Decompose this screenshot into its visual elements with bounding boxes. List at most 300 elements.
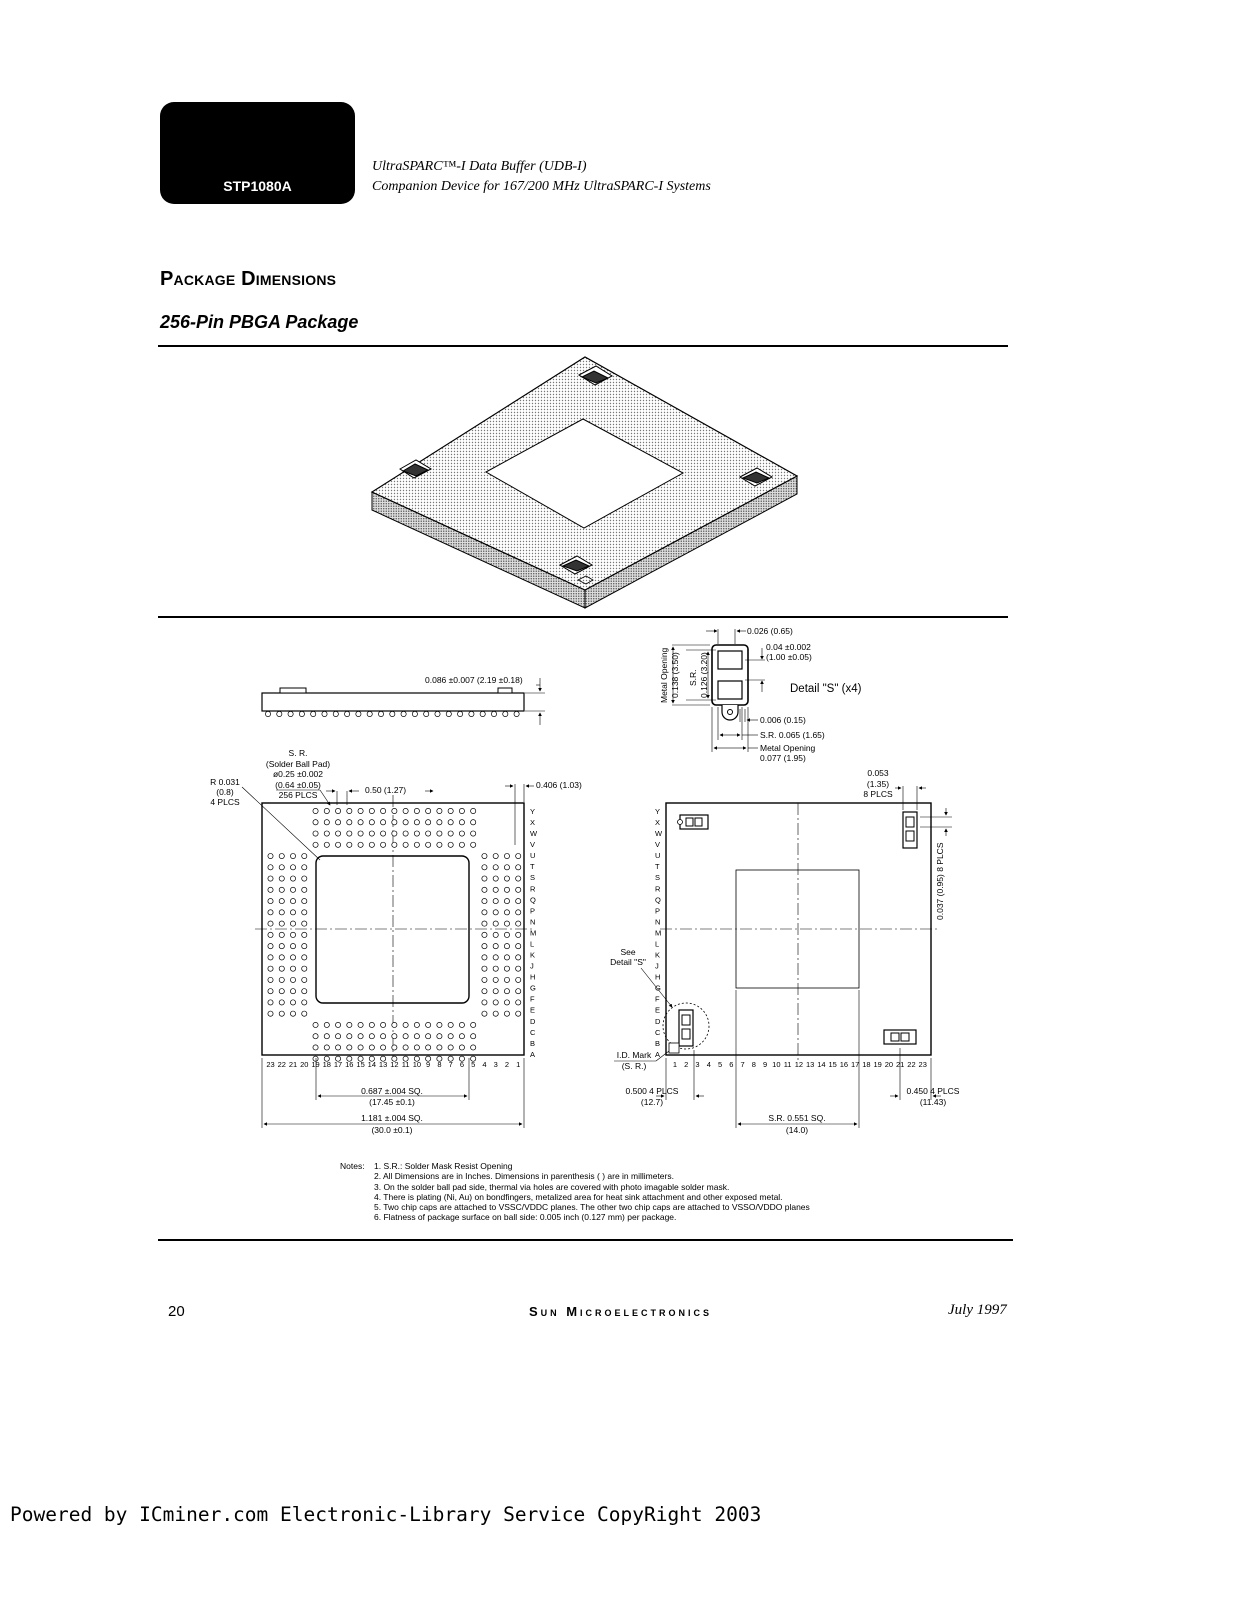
bv-sr-label: S. R.: [288, 748, 308, 758]
top-row-label: R: [655, 884, 661, 894]
solder-ball: [426, 1045, 431, 1050]
bottom-row-label: W: [530, 829, 538, 839]
side-ball: [367, 711, 372, 716]
top-row-label: T: [655, 862, 660, 872]
solder-ball: [482, 898, 487, 903]
solder-ball: [482, 887, 487, 892]
detail-s: [659, 626, 862, 763]
solder-ball: [347, 820, 352, 825]
top-row-label: L: [655, 939, 660, 949]
solder-ball: [302, 887, 307, 892]
bottom-col-label: 13: [378, 1060, 388, 1069]
solder-ball: [504, 1000, 509, 1005]
solder-ball: [335, 842, 340, 847]
solder-ball: [482, 1000, 487, 1005]
solder-ball: [516, 865, 521, 870]
tv-left-dim: 0.500 4 PLCS: [625, 1086, 679, 1096]
solder-ball: [516, 966, 521, 971]
solder-ball: [471, 1034, 476, 1039]
top-col-label: 2: [684, 1060, 689, 1069]
bv-edge: 0.406 (1.03): [536, 780, 582, 790]
solder-ball: [381, 808, 386, 813]
solder-ball: [516, 1011, 521, 1016]
solder-ball: [313, 820, 318, 825]
top-row-label: U: [655, 851, 661, 861]
bv-inner-sq: 0.687 ±.004 SQ.: [361, 1086, 423, 1096]
bottom-row-label: R: [530, 884, 536, 894]
solder-ball: [290, 932, 295, 937]
solder-ball: [302, 853, 307, 858]
side-ball: [491, 711, 496, 716]
solder-ball: [290, 955, 295, 960]
solder-ball: [369, 808, 374, 813]
solder-ball: [290, 1000, 295, 1005]
top-col-label: 1: [672, 1060, 678, 1069]
solder-ball: [381, 820, 386, 825]
top-row-label: E: [655, 1005, 661, 1015]
side-ball: [458, 711, 463, 716]
solder-ball: [358, 1034, 363, 1039]
solder-ball: [335, 1045, 340, 1050]
solder-ball: [279, 932, 284, 937]
solder-ball: [437, 1034, 442, 1039]
solder-ball: [504, 910, 509, 915]
solder-ball: [459, 1045, 464, 1050]
bv-pitch: 0.50 (1.27): [365, 785, 407, 795]
top-col-label: 12: [794, 1060, 804, 1069]
tv-sr-sq-mm: (14.0): [785, 1125, 809, 1135]
solder-ball: [403, 831, 408, 836]
solder-ball: [279, 887, 284, 892]
solder-ball: [448, 1022, 453, 1027]
tv-cap-count: 8 PLCS: [863, 789, 893, 799]
solder-ball: [482, 1011, 487, 1016]
solder-ball: [268, 887, 273, 892]
detail-title: Detail "S" (x4): [790, 683, 862, 695]
solder-ball: [279, 865, 284, 870]
bottom-col-label: 23: [266, 1060, 275, 1069]
bottom-row-label: X: [530, 818, 536, 828]
bottom-row-label: Q: [530, 895, 536, 905]
top-col-label: 19: [873, 1060, 882, 1069]
side-ball: [265, 711, 270, 716]
chip-cap-bottom-left: [679, 1010, 693, 1046]
top-row-label: M: [655, 928, 662, 938]
top-col-label: 13: [805, 1060, 815, 1069]
solder-ball: [504, 977, 509, 982]
top-row-label: F: [655, 994, 660, 1004]
solder-ball: [516, 1000, 521, 1005]
solder-ball: [268, 876, 273, 881]
solder-ball: [302, 865, 307, 870]
solder-ball: [448, 1045, 453, 1050]
tv-id-mark: I.D. Mark: [616, 1050, 652, 1060]
top-col-label: 21: [896, 1060, 905, 1069]
solder-ball: [358, 1022, 363, 1027]
solder-ball: [459, 1034, 464, 1039]
top-row-label: S: [655, 873, 661, 883]
bottom-row-label: N: [530, 917, 536, 927]
bottom-col-label: 21: [288, 1060, 298, 1069]
solder-ball: [471, 808, 476, 813]
bottom-col-label: 3: [493, 1060, 498, 1069]
solder-ball: [290, 977, 295, 982]
solder-ball: [268, 977, 273, 982]
note-3: 3. On the solder ball pad side, thermal via holes are covered with photo imagable solder mask.: [374, 1181, 730, 1192]
bottom-row-label: E: [530, 1005, 536, 1015]
solder-ball: [279, 1011, 284, 1016]
solder-ball: [279, 898, 284, 903]
solder-ball: [437, 831, 442, 836]
top-row-label: C: [655, 1027, 661, 1037]
solder-ball: [290, 989, 295, 994]
solder-ball: [358, 808, 363, 813]
solder-ball: [290, 887, 295, 892]
solder-ball: [302, 977, 307, 982]
solder-ball: [504, 932, 509, 937]
bv-radius-count: 4 PLCS: [210, 797, 240, 807]
solder-ball: [369, 1022, 374, 1027]
solder-ball: [471, 1045, 476, 1050]
solder-ball: [279, 1000, 284, 1005]
solder-ball: [392, 1045, 397, 1050]
top-col-label: 3: [695, 1060, 700, 1069]
solder-ball: [268, 865, 273, 870]
side-ball: [480, 711, 485, 716]
solder-ball: [471, 842, 476, 847]
top-col-labels: [673, 1060, 927, 1069]
top-row-labels: [655, 807, 663, 1059]
solder-ball: [392, 1022, 397, 1027]
solder-ball: [504, 966, 509, 971]
detail-sr-a: S.R.: [688, 669, 698, 686]
solder-ball: [268, 966, 273, 971]
solder-ball: [302, 955, 307, 960]
side-ball: [345, 711, 350, 716]
solder-ball: [313, 842, 318, 847]
bottom-row-label: A: [530, 1049, 536, 1059]
solder-ball: [426, 1034, 431, 1039]
top-col-label: 16: [839, 1060, 849, 1069]
solder-ball: [448, 831, 453, 836]
solder-ball: [493, 921, 498, 926]
solder-ball: [313, 1045, 318, 1050]
bottom-col-label: 7: [448, 1060, 453, 1069]
notes-label: Notes:: [340, 1161, 365, 1171]
bottom-row-label: S: [530, 873, 536, 883]
solder-ball: [381, 1022, 386, 1027]
part-number: STP1080A: [223, 178, 292, 194]
solder-ball: [516, 944, 521, 949]
solder-ball: [482, 910, 487, 915]
solder-ball: [482, 977, 487, 982]
isometric-package-view: [372, 357, 797, 608]
company-name: Sun Microelectronics: [528, 1304, 713, 1319]
bottom-col-label: 8: [437, 1060, 442, 1069]
solder-ball: [493, 966, 498, 971]
detail-d2a: 0.04 ±0.002: [766, 642, 811, 652]
solder-ball: [279, 876, 284, 881]
solder-ball: [403, 1034, 408, 1039]
solder-ball: [290, 944, 295, 949]
section-title: Package Dimensions: [160, 268, 337, 290]
solder-ball: [426, 842, 431, 847]
solder-ball: [426, 1022, 431, 1027]
detail-d4: S.R. 0.065 (1.65): [760, 730, 825, 740]
bv-sr-desc: (Solder Ball Pad): [265, 759, 331, 769]
solder-ball: [504, 853, 509, 858]
top-row-label: W: [655, 829, 663, 839]
chip-cap-top-right: [903, 812, 917, 848]
solder-ball: [426, 808, 431, 813]
solder-ball: [493, 989, 498, 994]
solder-ball: [268, 910, 273, 915]
side-ball: [277, 711, 282, 716]
solder-ball: [268, 944, 273, 949]
solder-ball: [290, 876, 295, 881]
bottom-row-label: Y: [530, 807, 536, 816]
solder-ball: [516, 853, 521, 858]
solder-ball: [358, 831, 363, 836]
solder-ball: [516, 898, 521, 903]
solder-ball: [268, 989, 273, 994]
solder-ball: [302, 966, 307, 971]
bottom-col-label: 20: [300, 1060, 309, 1069]
tv-cap-h: 0.037 (0.95) 8 PLCS: [935, 842, 945, 920]
solder-ball: [347, 1034, 352, 1039]
solder-ball: [504, 865, 509, 870]
solder-ball: [482, 876, 487, 881]
solder-ball: [324, 842, 329, 847]
top-col-label: 5: [717, 1060, 723, 1069]
solder-ball: [290, 853, 295, 858]
solder-ball: [302, 932, 307, 937]
solder-ball: [279, 977, 284, 982]
solder-ball: [313, 1034, 318, 1039]
solder-ball: [302, 921, 307, 926]
solder-ball: [459, 842, 464, 847]
side-ball: [390, 711, 395, 716]
top-col-label: 23: [918, 1060, 927, 1069]
top-row-label: Q: [655, 895, 661, 905]
solder-ball: [493, 853, 498, 858]
bv-ball-dia-mm: (0.64 ±0.05): [275, 780, 321, 790]
bottom-row-label: L: [530, 939, 535, 949]
tv-id-mark-sr: (S. R.): [621, 1061, 647, 1071]
top-col-label: 8: [751, 1060, 756, 1069]
top-col-label: 18: [862, 1060, 871, 1069]
solder-ball: [516, 932, 521, 937]
solder-ball: [403, 842, 408, 847]
note-2: 2. All Dimensions are in Inches. Dimensions in parenthesis ( ) are in millimeters.: [374, 1171, 674, 1182]
bottom-row-label: D: [530, 1016, 536, 1026]
detail-d1: 0.026 (0.65): [747, 626, 793, 636]
side-ball: [469, 711, 474, 716]
solder-ball: [335, 808, 340, 813]
bottom-col-label: 12: [390, 1060, 399, 1069]
bottom-col-label: 10: [412, 1060, 422, 1069]
bottom-row-label: C: [530, 1027, 536, 1037]
bottom-col-label: 9: [426, 1060, 431, 1069]
bottom-col-label: 15: [356, 1060, 365, 1069]
bottom-row-label: K: [530, 950, 536, 960]
top-row-label: X: [655, 818, 661, 828]
solder-ball: [268, 921, 273, 926]
solder-ball: [302, 910, 307, 915]
solder-ball: [347, 1022, 352, 1027]
detail-d3: 0.006 (0.15): [760, 715, 806, 725]
solder-ball: [358, 842, 363, 847]
solder-ball: [482, 966, 487, 971]
side-view: [262, 675, 545, 725]
doc-title-line1: UltraSPARC™-I Data Buffer (UDB-I): [372, 159, 587, 174]
solder-ball: [426, 831, 431, 836]
solder-ball: [437, 842, 442, 847]
bv-ball-dia: ø0.25 ±0.002: [272, 769, 324, 779]
solder-ball: [302, 989, 307, 994]
solder-ball: [324, 1022, 329, 1027]
solder-ball: [459, 1022, 464, 1027]
bottom-col-label: 6: [459, 1060, 465, 1069]
top-col-label: 10: [772, 1060, 781, 1069]
solder-ball: [268, 898, 273, 903]
side-ball: [401, 711, 406, 716]
top-row-label: Y: [655, 807, 661, 816]
solder-ball: [504, 898, 509, 903]
bottom-row-label: U: [530, 851, 536, 861]
tv-sr-sq: S.R. 0.551 SQ.: [768, 1113, 826, 1123]
solder-ball: [347, 831, 352, 836]
bottom-view: [210, 748, 582, 1135]
side-view-balls: [265, 711, 519, 716]
chip-cap-bottom-right: [884, 1030, 916, 1044]
bottom-row-labels: [530, 807, 538, 1059]
top-col-label: 20: [884, 1060, 894, 1069]
solder-ball: [516, 910, 521, 915]
solder-ball: [369, 820, 374, 825]
solder-ball: [381, 1045, 386, 1050]
solder-ball: [335, 820, 340, 825]
bottom-col-label: 14: [367, 1060, 377, 1069]
solder-ball: [324, 1034, 329, 1039]
solder-ball: [504, 1011, 509, 1016]
solder-ball: [414, 820, 419, 825]
solder-ball: [459, 820, 464, 825]
note-1: 1. S.R.: Solder Mask Resist Opening: [374, 1161, 513, 1171]
solder-ball: [516, 955, 521, 960]
solder-ball: [369, 831, 374, 836]
top-row-label: J: [655, 961, 659, 971]
solder-ball: [347, 1045, 352, 1050]
note-5: 5. Two chip caps are attached to VSSC/VDDC planes. The other two chip caps are attached to VSSO/VDDO planes: [374, 1202, 810, 1213]
solder-ball: [471, 1022, 476, 1027]
detail-metal-a: Metal Opening: [659, 647, 669, 703]
bv-radius-mm: (0.8): [216, 787, 234, 797]
solder-ball: [347, 842, 352, 847]
solder-ball: [381, 831, 386, 836]
bottom-row-label: H: [530, 972, 536, 982]
top-row-label: H: [655, 972, 661, 982]
top-col-label: 4: [706, 1060, 711, 1069]
detail-d5a: Metal Opening: [760, 743, 816, 753]
publish-date: July 1997: [948, 1302, 1007, 1318]
solder-ball: [302, 944, 307, 949]
solder-ball: [403, 820, 408, 825]
side-ball: [288, 711, 293, 716]
side-ball: [446, 711, 451, 716]
solder-ball: [493, 1000, 498, 1005]
bottom-col-label: 5: [471, 1060, 476, 1069]
doc-title-line2: Companion Device for 167/200 MHz UltraSPARC-I Systems: [372, 179, 711, 194]
solder-ball: [392, 1034, 397, 1039]
solder-ball: [493, 1011, 498, 1016]
solder-ball: [290, 898, 295, 903]
tv-right-dim-mm: (11.43): [919, 1097, 947, 1107]
solder-ball: [279, 910, 284, 915]
solder-ball: [313, 1022, 318, 1027]
top-row-label: V: [655, 840, 661, 850]
top-col-label: 11: [783, 1060, 792, 1069]
top-col-label: 22: [907, 1060, 916, 1069]
solder-ball: [324, 831, 329, 836]
solder-ball: [335, 1034, 340, 1039]
tv-left-dim-mm: (12.7): [640, 1097, 664, 1107]
solder-ball: [403, 1022, 408, 1027]
solder-ball: [290, 921, 295, 926]
top-col-label: 7: [740, 1060, 745, 1069]
solder-ball: [448, 808, 453, 813]
solder-ball: [279, 921, 284, 926]
bottom-col-label: 1: [516, 1060, 521, 1069]
solder-ball: [482, 921, 487, 926]
bottom-col-label: 4: [482, 1060, 487, 1069]
bottom-col-label: 22: [277, 1060, 286, 1069]
solder-ball: [516, 989, 521, 994]
note-4: 4. There is plating (Ni, Au) on bondfingers, metalized area for heat sink attachment and other exposed metal.: [374, 1191, 783, 1202]
solder-ball: [414, 1034, 419, 1039]
bottom-row-label: T: [530, 862, 535, 872]
solder-ball: [426, 820, 431, 825]
top-row-label: B: [655, 1038, 661, 1048]
bottom-row-label: M: [530, 928, 537, 938]
subsection-title: 256-Pin PBGA Package: [160, 312, 359, 332]
bottom-row-label: J: [530, 961, 534, 971]
bv-outer-sq: 1.181 ±.004 SQ.: [361, 1113, 423, 1123]
top-col-label: 6: [729, 1060, 734, 1069]
solder-ball: [279, 955, 284, 960]
tv-cap-w: 0.053: [867, 768, 889, 778]
bottom-row-label: V: [530, 840, 536, 850]
solder-ball: [347, 808, 352, 813]
solder-ball: [504, 989, 509, 994]
solder-ball: [471, 820, 476, 825]
solder-ball: [493, 887, 498, 892]
bottom-row-label: F: [530, 994, 535, 1004]
solder-ball: [403, 808, 408, 813]
side-ball: [333, 711, 338, 716]
solder-ball: [290, 865, 295, 870]
bottom-col-label: 18: [322, 1060, 331, 1069]
solder-ball: [516, 887, 521, 892]
top-row-label: D: [655, 1016, 661, 1026]
solder-ball: [482, 955, 487, 960]
solder-ball: [369, 1045, 374, 1050]
bottom-col-label: 16: [345, 1060, 354, 1069]
solder-ball: [403, 1045, 408, 1050]
solder-ball: [482, 944, 487, 949]
solder-ball: [459, 808, 464, 813]
solder-ball: [302, 898, 307, 903]
